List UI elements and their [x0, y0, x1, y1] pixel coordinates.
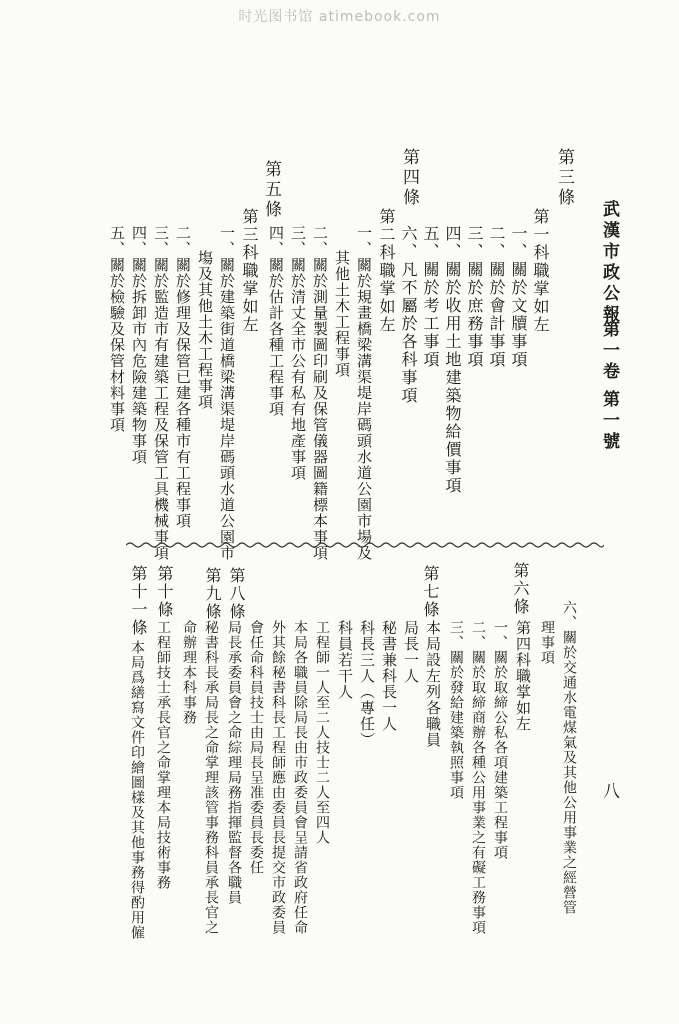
text-line: 三、關於監造市有建築工程及保管工具機械事項 [152, 225, 170, 561]
text-line: 一、關於規畫橋梁溝渠堤岸碼頭水道公園市場及 [355, 225, 373, 561]
article-3-heading: 第三條 [554, 148, 574, 208]
article-5-heading: 第五條 [261, 160, 281, 220]
text-line: 三、關於庶務事項 [465, 225, 484, 369]
text-line: 局長一人 [402, 620, 420, 684]
text-line: 五、關於檢驗及保管材料事項 [108, 225, 126, 433]
text-line: 理事項 [539, 620, 555, 665]
text-line: 二、關於修理及保管已建各種市有工程事項 [174, 225, 192, 529]
text-line: 四、關於拆卸市內危險建築物事項 [130, 225, 148, 465]
text-line: 第二科職掌如左 [377, 208, 396, 334]
text-line: 塲及其他土木工程事項 [196, 250, 214, 410]
article-8-heading: 第八條 [227, 567, 246, 621]
text-line: 本局各職員除局長由市政委員會呈請省政府任命 [292, 620, 308, 935]
text-line: 秘書科長承局長之命掌理該管事務科員承長官之 [203, 620, 219, 935]
text-line: 秘書兼科長一人 [380, 620, 398, 732]
text-line: 五、關於考工事項 [421, 225, 440, 369]
text-line: 外其餘秘書科長工程師應由委員長提交市政委員 [270, 620, 286, 935]
text-line: 會任命科員技士由局長呈准委員長委任 [248, 620, 264, 875]
watermark: 时光图书馆 atimebook.com [238, 9, 441, 25]
text-line: 命辦理本科事務 [181, 620, 197, 725]
text-line: 科長三人（專任） [358, 620, 376, 748]
article-9-heading: 第九條 [203, 567, 222, 621]
text-line: 第一科職掌如左 [531, 208, 550, 334]
article-4-heading: 第四條 [399, 148, 419, 208]
text-line: 工程師技士承長官之命掌理本局技術事務 [155, 620, 171, 890]
text-line: 第三科職掌如左 [240, 208, 259, 334]
article-10-heading: 第十條 [155, 565, 174, 619]
text-line: 本局設左列各職員 [424, 620, 442, 748]
journal-title: 武漢市政公報 [599, 200, 619, 326]
text-line: 六、關於交通水電煤氣及其他公用事業之經營管 [561, 600, 577, 915]
text-line: 二、關於測量製圖印刷及保管儀器圖籍標本事項 [311, 225, 329, 561]
text-line: 工程師一人至二人技士二人至四人 [314, 620, 330, 845]
issue-label: 第一號 [599, 390, 619, 453]
text-line: 三、關於發給建築執照事項 [448, 620, 464, 800]
text-line: 六、凡不屬於各科事項 [399, 225, 418, 405]
article-7-heading: 第七條 [421, 565, 440, 619]
text-line: 科員若干人 [336, 620, 354, 700]
wavy-divider [126, 540, 604, 550]
text-line: 其他土木工程事項 [333, 250, 351, 378]
text-line: 第四科職掌如左 [514, 620, 532, 732]
text-line: 一、關於取締公私各項建築工程事項 [492, 620, 508, 860]
page-number: 八 [599, 782, 619, 802]
text-line: 一、關於文牘事項 [509, 225, 528, 369]
text-line: 本局爲繕寫文件印繪圖樣及其他事務得酌用僱 [129, 640, 145, 940]
text-line: 四、關於估計各種工程事項 [267, 225, 285, 417]
article-11-heading: 第十一條 [129, 565, 148, 637]
text-line: 一、關於建築街道橋梁溝渠堤岸碼頭水道公園市 [218, 225, 236, 561]
text-line: 二、關於取締商辦各種公用事業之有礙工務事項 [470, 620, 486, 935]
text-line: 二、關於會計事項 [487, 225, 506, 369]
volume-label: 第一卷 [599, 320, 619, 383]
text-line: 四、關於收用土地建築物給價事項 [443, 225, 462, 495]
text-line: 局長承委員會之命綜理局務指揮監督各職員 [226, 620, 242, 905]
article-6-heading: 第六條 [511, 562, 530, 616]
text-line: 三、關於清丈全市公有私有地產事項 [289, 225, 307, 481]
